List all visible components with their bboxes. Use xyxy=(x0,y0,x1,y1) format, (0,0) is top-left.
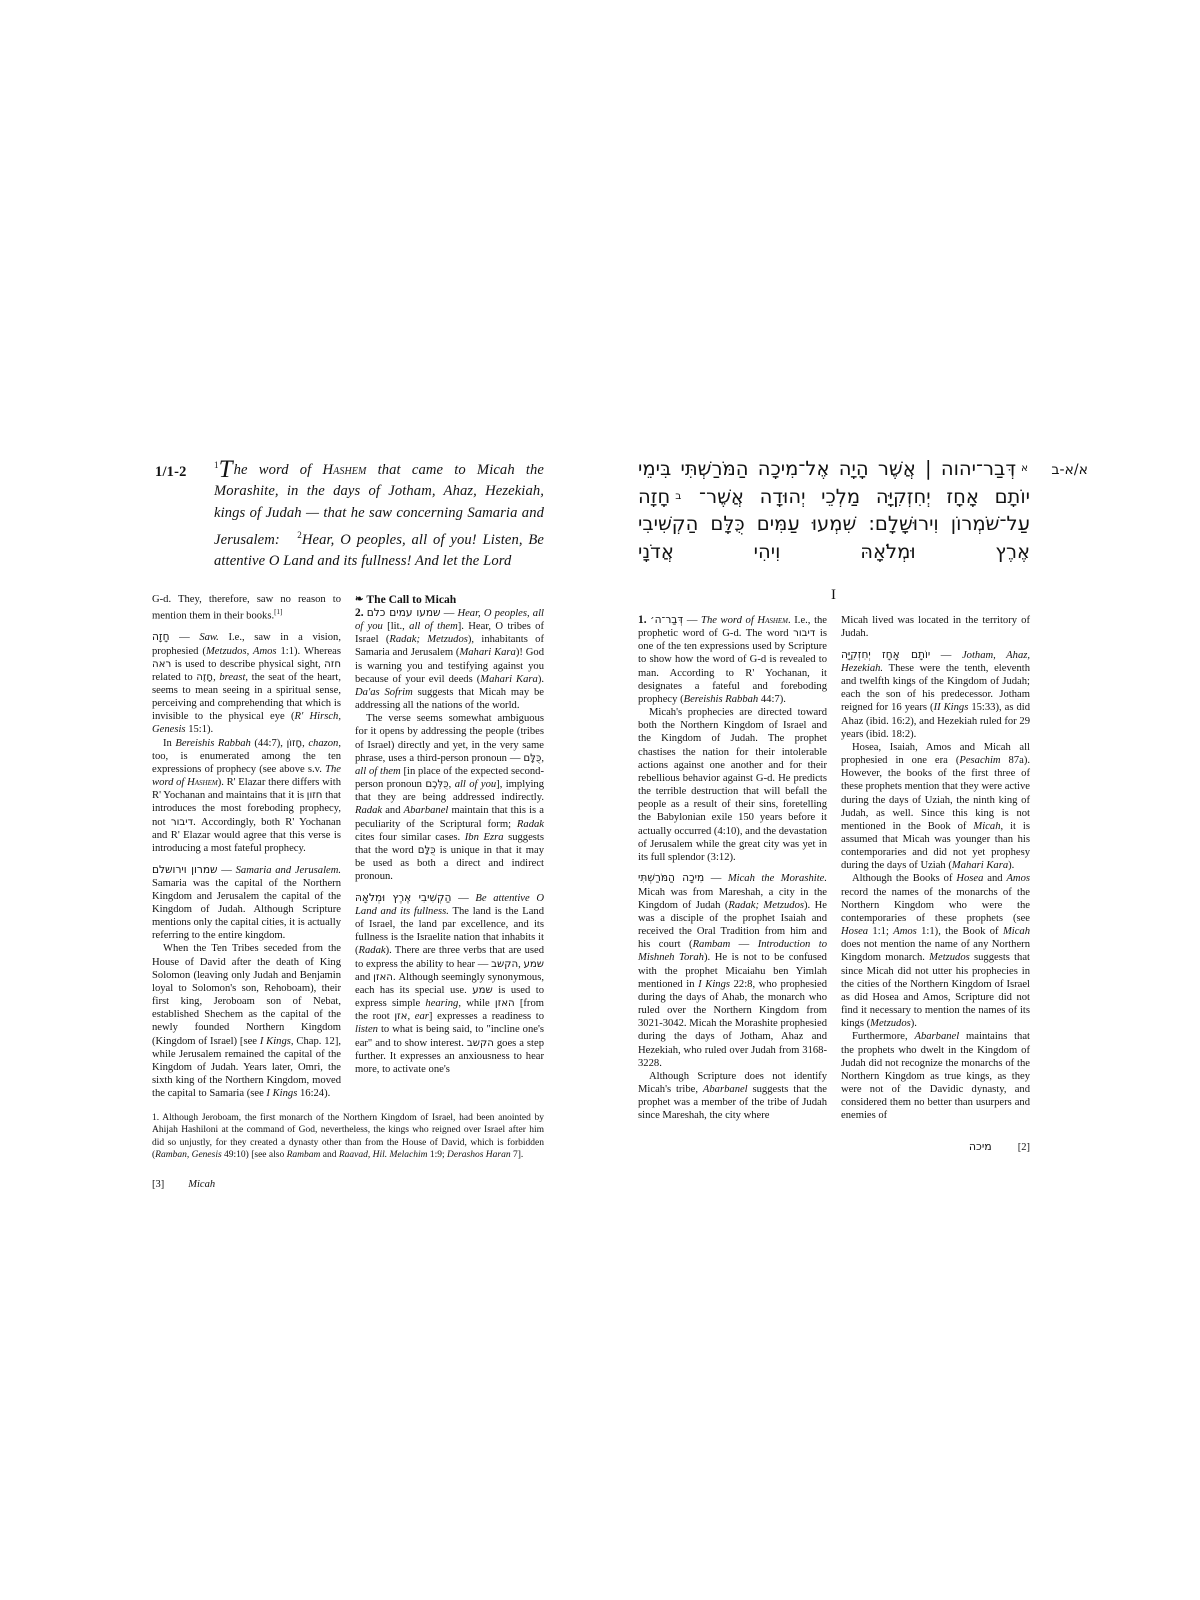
paragraph: Although the Books of Hosea and Amos record the names of the monarchs of the Northern Kingdom who were the contemporaries of these prophets (see Hosea 1:1; Amos 1:1), the Book of Micah does not mention the name of any Northern Kingdom monarch. Metzudos suggests that since Micah did not utter his prophecies in the cities of the Northern Kingdom of Israel as did Hosea and Amos, Scripture did not find it necessary to mention the names of its kings (Metzudos). xyxy=(841,873,1031,1030)
verse-number-bet: ב xyxy=(675,489,682,502)
commentary-hebrew-page xyxy=(638,614,1030,1122)
section-heading-label: The Call to Micah xyxy=(366,593,457,606)
paragraph: Furthermore, Abarbanel maintains that the prophets who dwelt in the Kingdom of Judah did not recognize the monarchs of the Northern Kingdom as true kings, as they were not of the Davidic dynasty, and considered them no better than usurpers and enemies of xyxy=(841,1031,1030,1122)
hebrew-lemma: הַקְשִׁיבִי אֶרֶץ וּמְלֹאָהּ xyxy=(355,891,452,904)
paragraph: חָזָה — Saw. I.e., saw in a vision, prophesied (Metzudos, Amos 1:1). Whereas ראה is used to describe physical sight, חזה related to חָזֶה, breast, the seat of the heart, seems to mean seeing in a spiritual sense, perceiving and comprehending that which is invisible to the physical eye (R' Hirsch, Genesis 15:1). xyxy=(152,631,342,736)
verse-number-aleph: א xyxy=(1020,462,1028,474)
verse-number-2: 2 xyxy=(297,529,302,540)
paragraph: Hosea, Isaiah, Amos and Micah all prophesied in one era (Pesachim 87a). However, the books of the first three of these prophets mention that they were active during the days of Uziah, the ninth king of Judah, as well. Since this king is not mentioned in the Book of Micah, it is assumed that Micah was younger than his contemporaries and did not yet prophesy during the days of Uziah (Mahari Kara). xyxy=(841,741,1030,872)
hebrew-word: חָזֶה xyxy=(196,671,214,683)
page-footer-right xyxy=(638,1140,1030,1153)
paragraph: הַקְשִׁיבִי אֶרֶץ וּמְלֹאָהּ — Be attentive O Land and its fullness. The land is the Land of Israel, the land par excellence, and its fullness is the Israelite nation that inhabits it (Radak). There are three verbs that are used to express the ability to hear — הקשב, שמע and האזן. Although seemingly synonymous, each has its special use. שמע is used to express simple hearing, while האזן [from the root אזן, ear] expresses a readiness to listen to what is being said, to "incline one's ear" and to show interest. הקשב goes a step further. It expresses an anxiousness to hear more, to activate one's xyxy=(355,891,545,1075)
hebrew-word: חזון xyxy=(306,790,323,802)
hebrew-word: שמע xyxy=(472,984,493,996)
hebrew-verse-2: חָזָה עַל־שֹׁמְרוֹן וִירוּשָׁלָם: שִׁמְעוּ עַמִּים כֻּלָּם הַקְשִׁיבִי אֶרֶץ וּמְלֹאָהּ וִיהִי אֲדֹנָי xyxy=(638,484,1030,563)
hebrew-word: חזה xyxy=(324,658,341,670)
folio-number: [2] xyxy=(1017,1142,1030,1154)
hebrew-lemma: יוֹתָם אָחָז יְחִזְקִיָּה xyxy=(841,648,931,661)
hebrew-lemma: דְּבַר־ה׳ xyxy=(650,614,684,626)
hebrew-word: כֻּלָּם xyxy=(523,752,542,764)
paragraph: יוֹתָם אָחָז יְחִזְקִיָּה — Jotham, Ahaz, Hezekiah. These were the tenth, eleventh and twelfth kings of the Kingdom of Judah; each the son of his predecessor. Jotham reigned for 16 years (II Kings 15:33), as did Ahaz (ibid. 16:2), and Hezekiah ruled for 29 years (ibid. 18:2). xyxy=(841,648,1031,740)
chapter-spacer xyxy=(152,573,544,583)
paragraph: In Bereishis Rabbah (44:7), חָזוֹן, chazon, too, is enumerated among the ten expressions of prophecy (see above s.v. The word of Hashem). R' Elazar there differs with R' Yochanan and maintains that it is חזון that introduces the most foreboding prophecy, not דיבור. Accordingly, both R' Yochanan and R' Elazar would agree that this verse is introducing a most fateful prophecy. xyxy=(152,737,342,854)
commentary-english xyxy=(152,593,544,1100)
verse-reference-hebrew: א/א-ב xyxy=(1051,462,1088,478)
footnote-english xyxy=(152,1112,544,1160)
paragraph: 2. שמעו עמים כלם — Hear, O peoples, all of you [lit., all of them]. Hear, O tribes of Israel (Radak; Metzudos), inhabitants of Samaria and Jerusalem (Mahari Kara)! God is warning you and testifying against you because of your evil deeds (Mahari Kara). Da'as Sofrim suggests that Micah may be addressing all the nations of the world. xyxy=(355,607,545,712)
paragraph: Micah lived was located in the territory of Judah. xyxy=(841,615,1030,640)
paragraph: Micah's prophecies are directed toward both the Northern Kingdom of Israel and the Kingdom of Judah. The prophet chastises the nation for their intolerable actions against one another and for their rebellious behavior against G-d. He predicts the terrible destruction that will befall the people as a result of their sins, foretelling the Babylonian exile 150 years before it actually occurred (4:10), and the devastation of Jerusalem while the great city was yet in its full splendor (3:12). xyxy=(638,707,827,863)
divine-name: Hashem xyxy=(187,777,218,789)
hebrew-word: דיבור xyxy=(170,816,194,828)
hebrew-word: ראה xyxy=(152,658,172,670)
right-page xyxy=(638,455,1088,1154)
chapter-numeral: I xyxy=(831,587,837,603)
paragraph: Although Scripture does not identify Micah's tribe, Abarbanel suggests that the prophet was a member of the tribe of Judah since Mareshah, the city where xyxy=(638,1070,827,1122)
book-title-hebrew: מיכה xyxy=(968,1140,992,1154)
commentary-column-3 xyxy=(638,614,827,1122)
verse-1-text-a: he word of xyxy=(233,461,323,478)
verse-2-text: Hear, O peoples, all of you! Listen, Be attentive O Land and its fullness! And let the Lord xyxy=(214,531,545,570)
hebrew-word: הקשב xyxy=(491,958,519,970)
paragraph: מִיכָה הַמֹּרַשְׁתִּי — Micah the Morashite. Micah was from Mareshah, a city in the Kingdom of Judah (Radak; Metzudos). He was a disciple of the prophet Isaiah and received the Oral Tradition from him and his court (Rambam — Introduction to Mishneh Torah). He is not to be confused with the prophet Micaiahu ben Yimlah mentioned in I Kings 22:8, who prophesied during the days of Ahab, the monarch who ruled over the Northern Kingdom from 3021-3042. Micah the Morashite prophesied during the days of Jotham, Ahaz and Hezekiah, who ruled over Judah from 3168-3228. xyxy=(638,872,828,1069)
hebrew-lemma: חָזָה xyxy=(152,631,170,644)
hebrew-word: אזן xyxy=(394,1011,408,1023)
hebrew-verse-1: דְּבַר־יהוה | אֲשֶׁר הָיָה אֶל־מִיכָה הַמֹּרַשְׁתִּי בִּימֵי יוֹתָם אָחָז יְחִזְקִיָּה מַלְכֵי יְהוּדָה אֲשֶׁר־ xyxy=(638,457,1030,508)
scripture-block-english xyxy=(152,455,544,573)
hebrew-word: שמע xyxy=(523,958,545,970)
paragraph: G-d. They, therefore, saw no reason to mention them in their books.[1] xyxy=(152,594,341,622)
page-footer-left xyxy=(152,1179,544,1190)
leaf-ornament-icon: ❧ xyxy=(355,594,364,605)
section-heading xyxy=(355,593,544,607)
hebrew-lemma: שמעו עמים כלם xyxy=(366,607,441,619)
divine-name: Hashem xyxy=(322,461,367,478)
verse-number: 1. xyxy=(638,614,647,626)
paragraph: 1. דְּבַר־ה׳ — The word of Hashem. I.e., the prophetic word of G-d. The word דיבור is one of the ten expressions used by Scripture to show how the word of G-d is revealed to man. According to R' Yochanan, it designates a fateful and foreboding prophecy (Bereishis Rabbah 44:7). xyxy=(638,614,828,705)
hebrew-word: כֻּלְּכֶם xyxy=(425,779,449,791)
footnote-text: 1. Although Jeroboam, the first monarch of the Northern Kingdom of Israel, had been anointed by Ahijah Hashiloni at the command of God, nevertheless, the kings who reigned over Israel after him did so unjustly, for they created a dynasty other than from the House of David, which is forbidden (Ramban, Genesis 49:10) [see also Rambam and Raavad, Hil. Melachim 1:9; Derashos Haran 7]. xyxy=(152,1113,544,1160)
book-title: Micah xyxy=(188,1178,216,1190)
verse-1-text-b: that came to Micah the Morashite, in the days of Jotham, Ahaz, Hezekiah, kings of Judah — that he saw concerning Samaria and Jerusalem: xyxy=(214,461,545,548)
scripture-text-english xyxy=(214,455,544,573)
divine-name: Hashem xyxy=(757,615,789,626)
verse-reference-english: 1/1-2 xyxy=(155,464,187,480)
left-page xyxy=(152,455,544,1190)
scripture-block-hebrew xyxy=(638,455,1088,573)
commentary-column-4 xyxy=(841,614,1030,1122)
commentary-column-2 xyxy=(355,593,544,1100)
folio-number: [3] xyxy=(152,1178,165,1190)
scripture-text-hebrew xyxy=(638,455,1030,565)
hebrew-lemma: שמרון וירושלם xyxy=(152,863,218,876)
hebrew-word: דיבור xyxy=(793,628,816,640)
hebrew-lemma: מִיכָה הַמֹּרַשְׁתִּי xyxy=(638,872,705,885)
verse-number: 2. xyxy=(355,607,364,619)
paragraph: When the Ten Tribes seceded from the House of David after the death of King Solomon (leaving only Judah and Benjamin loyal to Solomon's son, Rehoboam), their first king, Jeroboam son of Nebat, established Shechem as the capital of the newly founded Northern Kingdom (Kingdom of Israel) [see I Kings, Chap. 12], while Jerusalem remained the capital of the Kingdom of Judah. Years later, Omri, the sixth king of the Northern Kingdom, moved the capital to Samaria (see I Kings 16:24). xyxy=(152,943,341,1100)
commentary-column-1 xyxy=(152,593,341,1100)
hebrew-word: חָזוֹן xyxy=(286,737,303,749)
paragraph: שמרון וירושלם — Samaria and Jerusalem. Samaria was the capital of the Northern Kingdom and Jerusalem the capital of the Kingdom of Judah. Although Scripture mentions only the capital cities, it is actually referring to the entire kingdom. xyxy=(152,863,342,942)
hebrew-word: הקשב xyxy=(466,1037,494,1049)
drop-capital: T xyxy=(218,455,233,483)
footnote-marker: [1] xyxy=(274,608,283,617)
verse-number-1: 1 xyxy=(214,460,219,470)
paragraph: The verse seems somewhat ambiguous for it opens by addressing the people (tribes of Israel) directly and yet, in the very same phrase, uses a third-person pronoun — כֻּלָּם, all of them [in place of the expected second-person pronoun כֻּלְּכֶם, all of you], implying that they are being addressed indirectly. Radak and Abarbanel maintain that this is a peculiarity of the Scriptural form; Radak cites four similar cases. Ibn Ezra suggests that the word כֻּלָּם is unique in that it may be used as both a direct and indirect pronoun. xyxy=(355,713,544,883)
hebrew-word: האזן xyxy=(373,971,393,983)
hebrew-word: האזן xyxy=(494,998,515,1010)
hebrew-word: כֻּלָּם xyxy=(417,844,436,856)
